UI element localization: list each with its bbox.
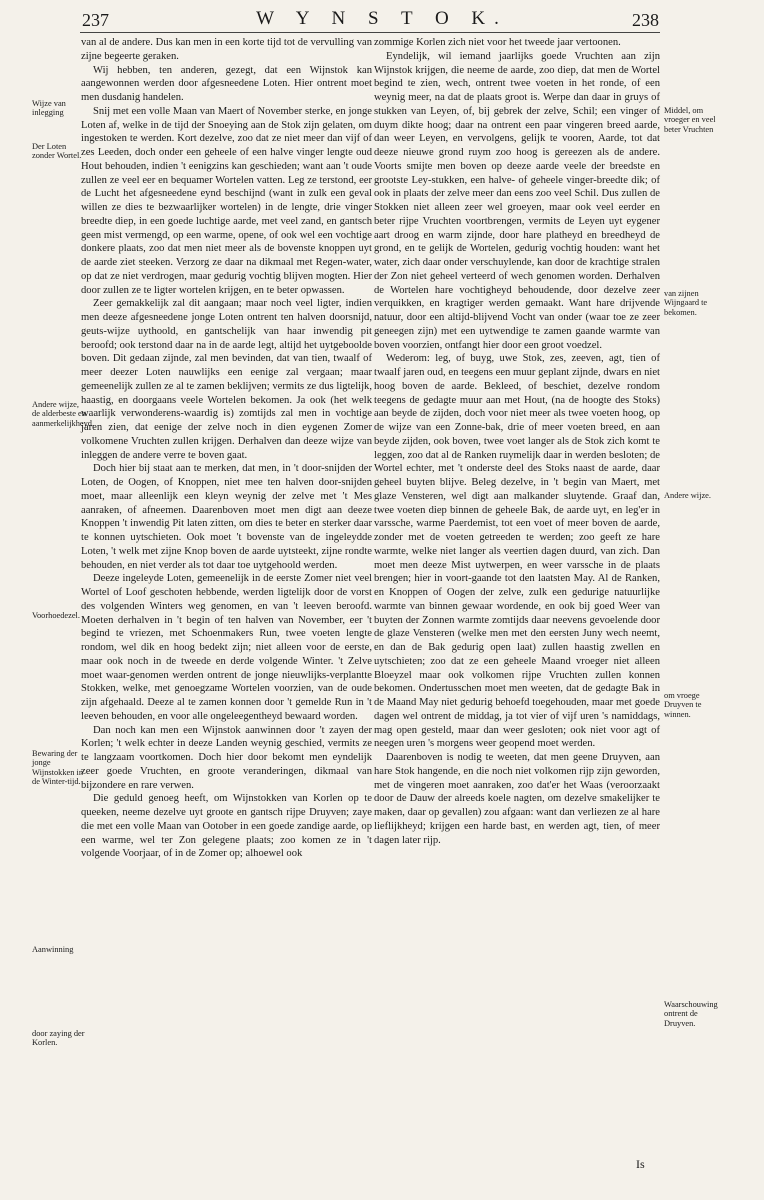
paragraph: Wij hebben, ten anderen, gezegt, dat een Wijnstok kan aangewonnen werden door afgesneedene Loten. Hier ontrent moet men dusdanig handelen.	[81, 64, 372, 103]
margin-note: Bewaring der jonge Wijnstokken in de Winter-tijd.	[32, 749, 84, 787]
paragraph: Zeer gemakkelijk zal dit aangaan; maar noch veel ligter, indien men deeze afgesneedene jonge Loten ontrent ten halven doorsnijd, geuts-wijze uythoold, en gantschelijk van haar inwendig pit beroofd; ook terstond daar na in de aarde legt, altijd het uytgeboolde boven. Dit gedaan zijnde, zal men bevinden, dat van tien, twaalf of meer deezer Loten nauwlijks een eenige zal vergaan; maar gemeenelijk zullen ze al te zamen beklijven; vermits ze dus ligtelijk, haastig, en doorgaans veele Wortelen bekomen. Ja ook (het welk waarlijk verwonderens-waardig is) zomtijds zal men in vochtige jaren zien, dat eenige der zelve noch in dien eygenen Zomer volkomene Vruchten zullen krijgen. Derhalven dan deeze wijze van inleggen de andere verre te boven gaat.	[81, 298, 372, 461]
paragraph: Eyndelijk, wil iemand jaarlijks goede Vruchten aan zijn Wijnstok krijgen, die neeme de aarde, zoo diep, dat men de Wortel begind te zien, wech, ontrent twee voeten in het ronde, of een weynig meer, na dat de plaats groot is. Werpe dan daar in gruys of stukken van Leyen, of, bij gebrek der zelve, Schil; een vinger of duym dikte hoog; daar na ontrent een paar vingeren breed aarde, dan weer Leyen, en vervolgens, gelijk te vooren, Aarde, tot dat deeze nieuwe grond ruym zoo hoog is gereezen als de andere. Voorts smijte men boven op deeze aarde veele der breedste en grootste Ley-stukken, een halve- of geheele vinger-breedte dik; of ook in plaats der zelve meer dan eens zoo veel Schil. Dus zullen de Stokken niet alleen zeer wel groeyen, maar ook veel eerder en beter rijpe Vruchten voortbrengen, vermits de Leyen uyt eygener aart droog en warm zijnde, door hare platheyd en breedheyd de grond, en te gelijk de Wortelen, gedurig vochtig houden: want het water, zich daar onder verschuylende, kan door de krachtige stralen der Zon niet geheel verteerd of wech genomen worden. Derhalven de Wortelen hare vochtigheyd behoudende, door dezelve zeer verquikken, en kragtiger werden gemaakt. Want hare drijvende natuur, door een altijd-blijvend Vocht van onder (waar toe ze zeer geneegen zijn) met een uytwendige te zamen gaande warmte van boven voorzien, ontfangt hier door een groot voedzel.	[374, 50, 660, 351]
paragraph: Deeze ingeleyde Loten, gemeenelijk in de eerste Zomer niet veel Wortel of Loof geschoten hebbende, werden ligtelijk door de vorst des volgenden Winters weg genomen, en van 't leeven beroofd. Moeten derhalven in 't begin of ten halven van November, eer 't begind te vriezen, met Schoenmakers Run, twee voeten lengte rondom, wel dik en hoog bedekt zijn; niet alleen voor de eerste, maar ook noch in de tweede en derde volgende Winter. 't Zelve moet waar-genomen werden ontrent de jonge nieuwlijks-verplantte Stokken, welke, met genoegzame Wortelen voorzien, van de oude zijn afgehaald. Deeze al te zamen konnen door 't gemelde Run in 't leeven behouden, en voor alle ongeleegentheyd bewaard worden.	[81, 573, 372, 722]
margin-note: Voorhoedezel.	[32, 611, 80, 620]
page-number-left: 237	[82, 10, 109, 30]
paragraph: Doch hier bij staat aan te merken, dat men, in 't door-snijden der Loten, de Oogen, of Knoppen, niet mee ten halven door-snijden moet, maar alleenlijk een kleyn weynig der zelve met 't Mes aanraken, of afneemen. Daarenboven moet men digt aan deeze Knoppen 't inwendig Pit laten zitten, om dies te beter en sterker daar te konnen uytschieten. Ook moet 't bovenste van de ingeleydde Loten, 't welk met zijne Knop boven de aarde uytsteekt, zijne rondte behouden, en niet verder als tot daar toe uytgehoold werden.	[81, 463, 372, 571]
running-header	[0, 6, 764, 32]
margin-note: Wijze van inlegging	[32, 99, 66, 118]
paragraph: Daarenboven is nodig te weeten, dat men geene Druyven, aan hare Stok hangende, en die noch niet volkomen rijp zijn geworden, met de vingeren moet aanraken, zoo dat'er het Waas (veroorzaakt door de Dauw der alreeds koele nagten, om dezelve smakelijker te maken, daar op gevallen) zou afgaan: want dan verliezen ze al hare lieflijkheyd; krijgen een harde bast, en werden agt, tien, of meer dagen later rijp.	[374, 752, 660, 846]
paragraph: Dan noch kan men een Wijnstok aanwinnen door 't zayen der Korlen; 't welk echter in deeze Landen weynig geschied, vermits ze te langzaam voortkomen. Doch hier door bekomt men eyndelijk zeer goede Vruchten, en groote veranderingen, dikmaal van bijzondere en rare verwen.	[81, 724, 372, 791]
margin-note: Middel, om vroeger en veel beter Vruchten	[664, 106, 716, 134]
paragraph: van al de andere. Dus kan men in een korte tijd tot de vervulling van zijne begeerte geraken.	[81, 37, 372, 62]
page-number-right: 238	[632, 10, 659, 30]
margin-note: Der Loten zonder Wortel.	[32, 142, 82, 161]
right-text-column	[374, 36, 660, 847]
paragraph: Die geduld genoeg heeft, om Wijnstokken van Korlen op te queeken, neeme dezelve uyt groote en gantsch rijpe Druyven; zaye die met een volle Maan van Ootober in een goede zandige aarde, op een warme, wel ter Zon gelegene plaats; zoo komen ze in 't volgende Voorjaar, of in de Zomer op; alhoewel ook	[81, 793, 372, 860]
header-rule	[80, 32, 660, 33]
paragraph: Snij met een volle Maan van Maert of November sterke, en jonge Loten af, welke in de tijd der Snoeying aan de Stok zijn gelaten, om ingestoken te werden. Kort dezelve, zoo dat ze niet meer dan vijf of zes Leeden, doch onder een geheele of een halve vinger lengte oud Hout behouden, indien 't eenigzins kan geschieden; want aan 't oude zullen ze veel eer en bequamer Wortelen vatten. Leg ze terstond, eer de Lucht het afgesneedene eynd beschijnd (want in zulk een geval willen ze dies te bezwaarlijker wortelen) in de lengte, drie vinger breedte diep, in een goede luchtige aarde, met veel zand, en gantsch geen mist vermengd, op een warme, opene, of ook wel een vochtige donkere plaats, zoo dat men niet meer als de bovenste knoppen uyt de aarde ziet steeken. Verzorg ze daar na dikmaal met Regen-water, op dat ze niet verdrogen, maar gedurig vochtig blijven mogten. Hier door zullen ze te ligter wortelen krijgen, en te beter opwassen.	[81, 105, 372, 296]
paragraph: zommige Korlen zich niet voor het tweede jaar vertoonen.	[374, 37, 621, 48]
margin-note: Waarschouwing ontrent de Druyven.	[664, 1000, 718, 1028]
left-text-column	[81, 36, 372, 861]
margin-note: van zijnen Wijngaard te bekomen.	[664, 289, 708, 317]
paragraph: Wederom: leg, of buyg, uwe Stok, zes, zeeven, agt, tien of twaalf jaren oud, en teegens een muur geplant zijnde, dwars en niet hoog boven de aarde. Bekleed, of beschiet, dezelve rondom teegens de gedagte muur aan met Hout, (na de hoogte des Stoks) aan beyde de zijden, doch voor niet meer als twee voeten hoog, op de wijze van een Zonne-bak, drie of meer voeten breed, en aan beyde zijden, ook boven, twee voet langer als de Stok zich komt te leggen, zoo dat al de Ranken ruymelijk daar in werden besloten; de Wortel echter, met 't onderste deel des Stoks naast de aarde, daar geheel buyten blijve. Beleg dezelve, in 't begin van Maert, met glaze Vensteren, wel digt aan malkander sluytende. Graaf dan, twee voeten diep binnen de geheele Bak, de aarde uyt, en leg'er in varssche, warme Paerdemist, tot een voet of meer boven de aarde, zonder met de voeten getreeden te werden; zoo geeft ze hare warmte, welke niet langer als veertien dagen duurd, van zich. Dan moet men deeze Mist uytwerpen, en weer varssche in de plaats brengen; hier in voort-gaande tot den laatsten May. Al de Ranken, en Knoppen of Oogen der zelve, zulk een gedurige natuurlijke warmte van binnen gewaar wordende, en ook bij goed Weer van buyten der Zonnen warmte zomtijds daar neevens gevoelende door de glaze Vensteren (welke men met den eersten Juny wech neemt, en dan de Bak gedurig open laat) zullen haastig zwellen en uytschieten; zoo dat ze een geheele Maand vroeger niet alleen Bloeyzel maar ook volkomen rijpe Vruchten zullen konnen bekomen. Ondertusschen moet men weeten, dat de gedagte Bak in de Maand May niet gedurig behoefd toegehouden, maar met goede dagen wel ontrent de middag, ja tot vier of vijf uren 's namiddags, mag open gesteld, maar dan weer gesloten; ook niet voor agt of neegen uren 's morgens weer geopend moet werden.	[374, 353, 660, 750]
margin-note: door zaying der Korlen.	[32, 1029, 85, 1048]
running-title: W Y N S T O K.	[256, 8, 508, 29]
margin-note: Andere wijze, de alderbeste en aanmerkelijkheyd.	[32, 400, 95, 428]
margin-note: Andere wijze.	[664, 491, 711, 500]
catchword: Is	[636, 1157, 645, 1171]
margin-note: Aanwinning	[32, 945, 74, 954]
margin-note: om vroege Druyven te winnen.	[664, 691, 702, 719]
